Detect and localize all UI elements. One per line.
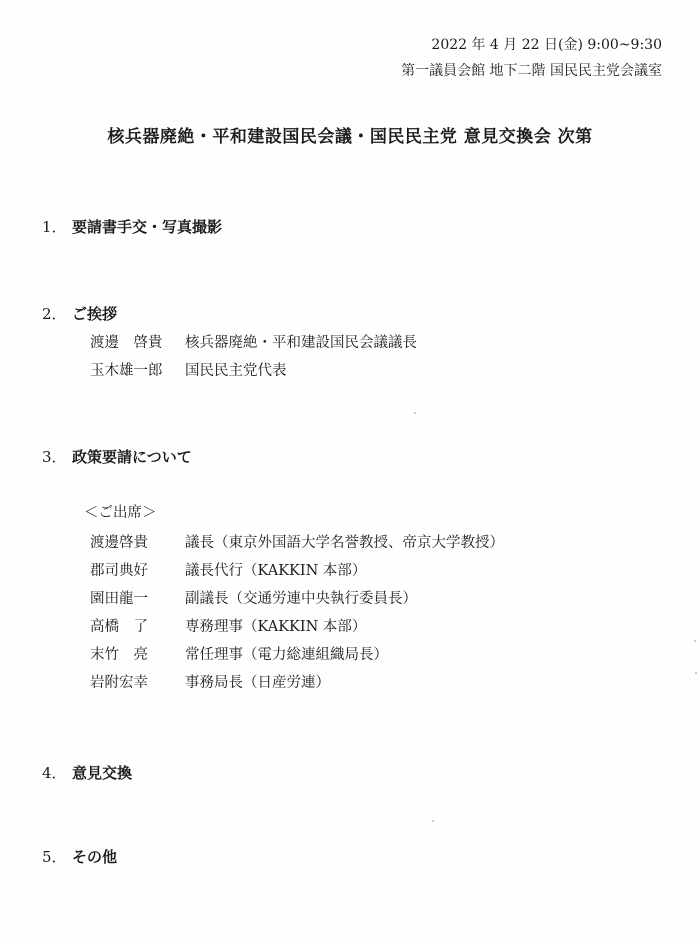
attendee-name: 園田龍一 <box>90 591 148 607</box>
scan-speck <box>414 412 416 414</box>
agenda-item-number: 4． <box>42 764 67 782</box>
attendee-role: 常任理事（電力総連組織局長） <box>185 647 388 663</box>
agenda-item-label: 政策要請について <box>72 448 192 466</box>
greeting-row <box>90 359 287 380</box>
scan-speck <box>694 640 696 642</box>
agenda-item-4 <box>42 762 132 783</box>
agenda-item-5 <box>42 846 117 867</box>
attendee-row <box>90 531 504 552</box>
attendee-row <box>90 615 366 636</box>
attendee-name: 高橋 了 <box>90 619 148 635</box>
attendee-row <box>90 587 417 608</box>
attendee-row <box>90 671 330 692</box>
attendee-role: 事務局長（日産労連） <box>185 675 330 691</box>
attendee-role: 議長代行（KAKKIN 本部） <box>185 563 367 579</box>
agenda-item-label: ご挨拶 <box>72 305 118 323</box>
attendee-role: 副議長（交通労連中央執行委員長） <box>185 591 417 607</box>
greeting-name: 渡邊 啓貴 <box>90 335 163 351</box>
attendee-role: 専務理事（KAKKIN 本部） <box>185 619 367 635</box>
attendee-row <box>90 559 366 580</box>
attendee-name: 渡邊啓貴 <box>90 535 148 551</box>
agenda-item-2 <box>42 303 117 324</box>
attendee-name: 岩附宏幸 <box>90 675 148 691</box>
attendees-label: ＜ご出席＞ <box>84 505 157 521</box>
meeting-place: 第一議員会館 地下二階 国民民主党会議室 <box>401 63 662 79</box>
agenda-item-number: 1． <box>42 218 67 236</box>
agenda-item-label: その他 <box>72 848 118 866</box>
attendee-role: 議長（東京外国語大学名誉教授、帝京大学教授） <box>185 535 504 551</box>
greeting-row <box>90 331 417 352</box>
agenda-item-number: 2． <box>42 305 67 323</box>
attendee-name: 末竹 亮 <box>90 647 148 663</box>
meeting-date: 2022 年 4 月 22 日(金) 9:00~9:30 <box>431 37 662 53</box>
greeting-role: 国民民主党代表 <box>185 363 287 379</box>
attendee-row <box>90 643 388 664</box>
agenda-item-number: 5． <box>42 848 67 866</box>
agenda-item-1 <box>42 216 222 237</box>
attendee-name: 郡司典好 <box>90 563 148 579</box>
greeting-role: 核兵器廃絶・平和建設国民会議議長 <box>185 335 417 351</box>
agenda-item-label: 意見交換 <box>72 764 133 782</box>
agenda-item-number: 3． <box>42 448 67 466</box>
scan-speck <box>432 820 434 822</box>
document-title: 核兵器廃絶・平和建設国民会議・国民民主党 意見交換会 次第 <box>107 127 593 147</box>
agenda-item-label: 要請書手交・写真撮影 <box>72 218 223 236</box>
agenda-item-3 <box>42 446 192 467</box>
greeting-name: 玉木雄一郎 <box>90 363 163 379</box>
scan-speck <box>695 672 697 674</box>
